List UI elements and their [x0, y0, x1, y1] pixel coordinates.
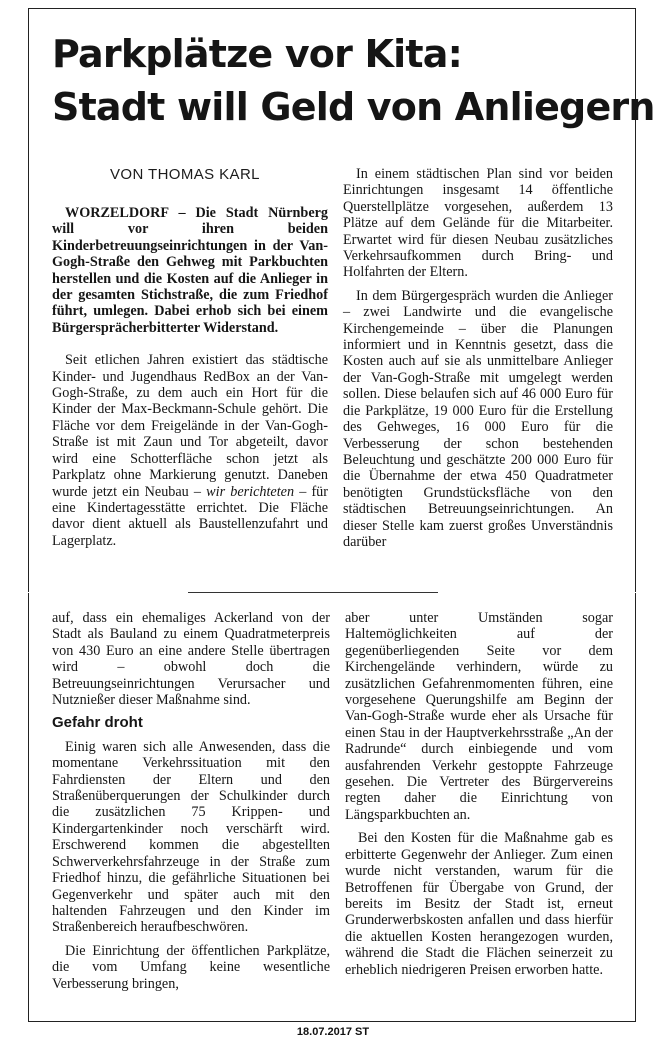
body-paragraph: auf, dass ein ehemaliges Ackerland von der Stadt als Bauland zu einem Quadratmeterpreis von 430 Euro an eine andere Stelle übertragen wird – obwohl doch die Betreuungseinrichtungen Verursacher und Nutznießer dieser Maßnahme sind. — [52, 610, 330, 709]
date-stamp: 18.07.2017 ST — [296, 1026, 370, 1038]
column-2 — [343, 166, 613, 557]
headline-line-1: Parkplätze vor Kita: — [52, 32, 462, 76]
article-headline — [52, 28, 655, 134]
byline: VON THOMAS KARL — [110, 166, 260, 183]
body-paragraph: aber unter Umständen sogar Haltemöglichkeiten auf der gegenüberliegenden Seite vor dem Kirchengelände verhindern, würde zu zusätzlichen Gefahrenmomenten führen, eine vorgesehene Querungshilfe am Beginn der Van-Gogh-Straße wurde eher als Ursache für einen Stau in der Hauptverkehrsstraße „An der Radrunde“ durch einbiegende und vom ausfahrenden Verkehr gestoppte Fahrzeuge gesehen. Die Vertreter des Bürgervereins regten daher die Einrichtung von Längsparkbuchten an. — [345, 610, 613, 823]
column-3 — [52, 610, 330, 999]
body-paragraph: In dem Bürgergespräch wurden die Anlieger – zwei Landwirte und die evangelische Kirchengemeinde – über die Planungen informiert und in Kenntnis gesetzt, dass die Kosten auch auf sie als unmittelbare Anlieger der Van-Gogh-Straße mit umgelegt werden sollen. Diese belaufen sich auf 46 000 Euro für die Parkplätze, 19 000 Euro für die Erstellung des Gehweges, 16 000 Euro für die Verbesserung der schon bestehenden Beleuchtung und geschätzte 200 000 Euro für die Übernahme der etwa 450 Quadratmeter benötigten Grundstücksfläche von den städtischen Betreuungseinrichtungen. An dieser Stelle kam zuerst großes Unverständnis darüber — [343, 287, 613, 550]
column-1 — [52, 205, 328, 556]
subheading: Gefahr droht — [52, 714, 143, 732]
lead-text: Die Stadt Nürnberg will vor ihren beiden Kinderbetreuungseinrichtungen in der Van-Gogh-Straße den Gehweg mit Parkbuchten herstellen und die Kosten auf die Anlieger in der gesamten Stichstraße, die zum Friedhof führt, umlegen. Dabei erhob sich bei einem Bürgersprächerbitterter Widerstand. — [52, 205, 329, 336]
body-paragraph — [52, 352, 328, 549]
italic-reference: wir berichteten — [206, 483, 295, 500]
paragraph-text: – für eine Kindertagesstätte errichtet. Die Fläche davor dient aktuell als Baustellenzufahrt und Lagerplatz. — [52, 483, 329, 549]
body-paragraph: In einem städtischen Plan sind vor beiden Einrichtungen insgesamt 14 öffentliche Querstellplätze vorgesehen, außerdem 13 Plätze auf dem Gelände für die Mitarbeiter. Erwartet wird für diesen Neubau zusätzliches Verkehrsaufkommen durch Bring- und Holfahrten der Eltern. — [343, 166, 613, 281]
continuation-rule — [188, 592, 438, 593]
headline-line-2: Stadt will Geld von Anliegern — [52, 85, 655, 129]
dateline: WORZELDORF – — [65, 205, 186, 221]
column-4 — [345, 610, 613, 985]
paragraph-text: Seit etlichen Jahren existiert das städtische Kinder- und Jugendhaus RedBox an der Van-Gogh-Straße, zu dem auch ein Hort für die Kinder der Max-Beckmann-Schule gehört. Die Fläche vor dem Freigelände in der Van-Gogh-Straße ist mit Zaun und Tor abgeteilt, davor wird eine Schotterfläche schon jetzt als Parkplatz ohne Markierung genutzt. Daneben wurde jetzt ein Neubau – — [52, 352, 328, 500]
body-paragraph: Bei den Kosten für die Maßnahme gab es erbitterte Gegenwehr der Anlieger. Zum einen wurde nicht verstanden, warum für die Betroffenen für Übergabe von Grund, der bereits im Besitz der Stadt ist, erneut Grunderwerbskosten anfallen und dass hierfür die aktuellen Kosten herangezogen wurden, während die Stadt die Flächen seinerzeit zu erheblich niedrigeren Preisen erworben hatte. — [345, 830, 613, 978]
body-paragraph: Die Einrichtung der öffentlichen Parkplätze, die vom Umfang keine wesentliche Verbesserung bringen, — [52, 942, 330, 992]
lead-paragraph — [52, 205, 328, 336]
body-paragraph: Einig waren sich alle Anwesenden, dass die momentane Verkehrssituation mit den Fahrdiensten der Eltern und den Straßenüberquerungen der Schulkinder durch die zusätzlichen 75 Krippen- und Kindergartenkinder noch verschärft wird. Erschwerend kommen die abgestellten Schwerverkehrsfahrzeuge in der Straße zum Friedhof hinzu, die gefährliche Situationen bei Gegenverkehr und später auch mit den haltenden Fahrzeugen und den Kinder im Straßenbereich heraufbeschwören. — [52, 738, 330, 936]
